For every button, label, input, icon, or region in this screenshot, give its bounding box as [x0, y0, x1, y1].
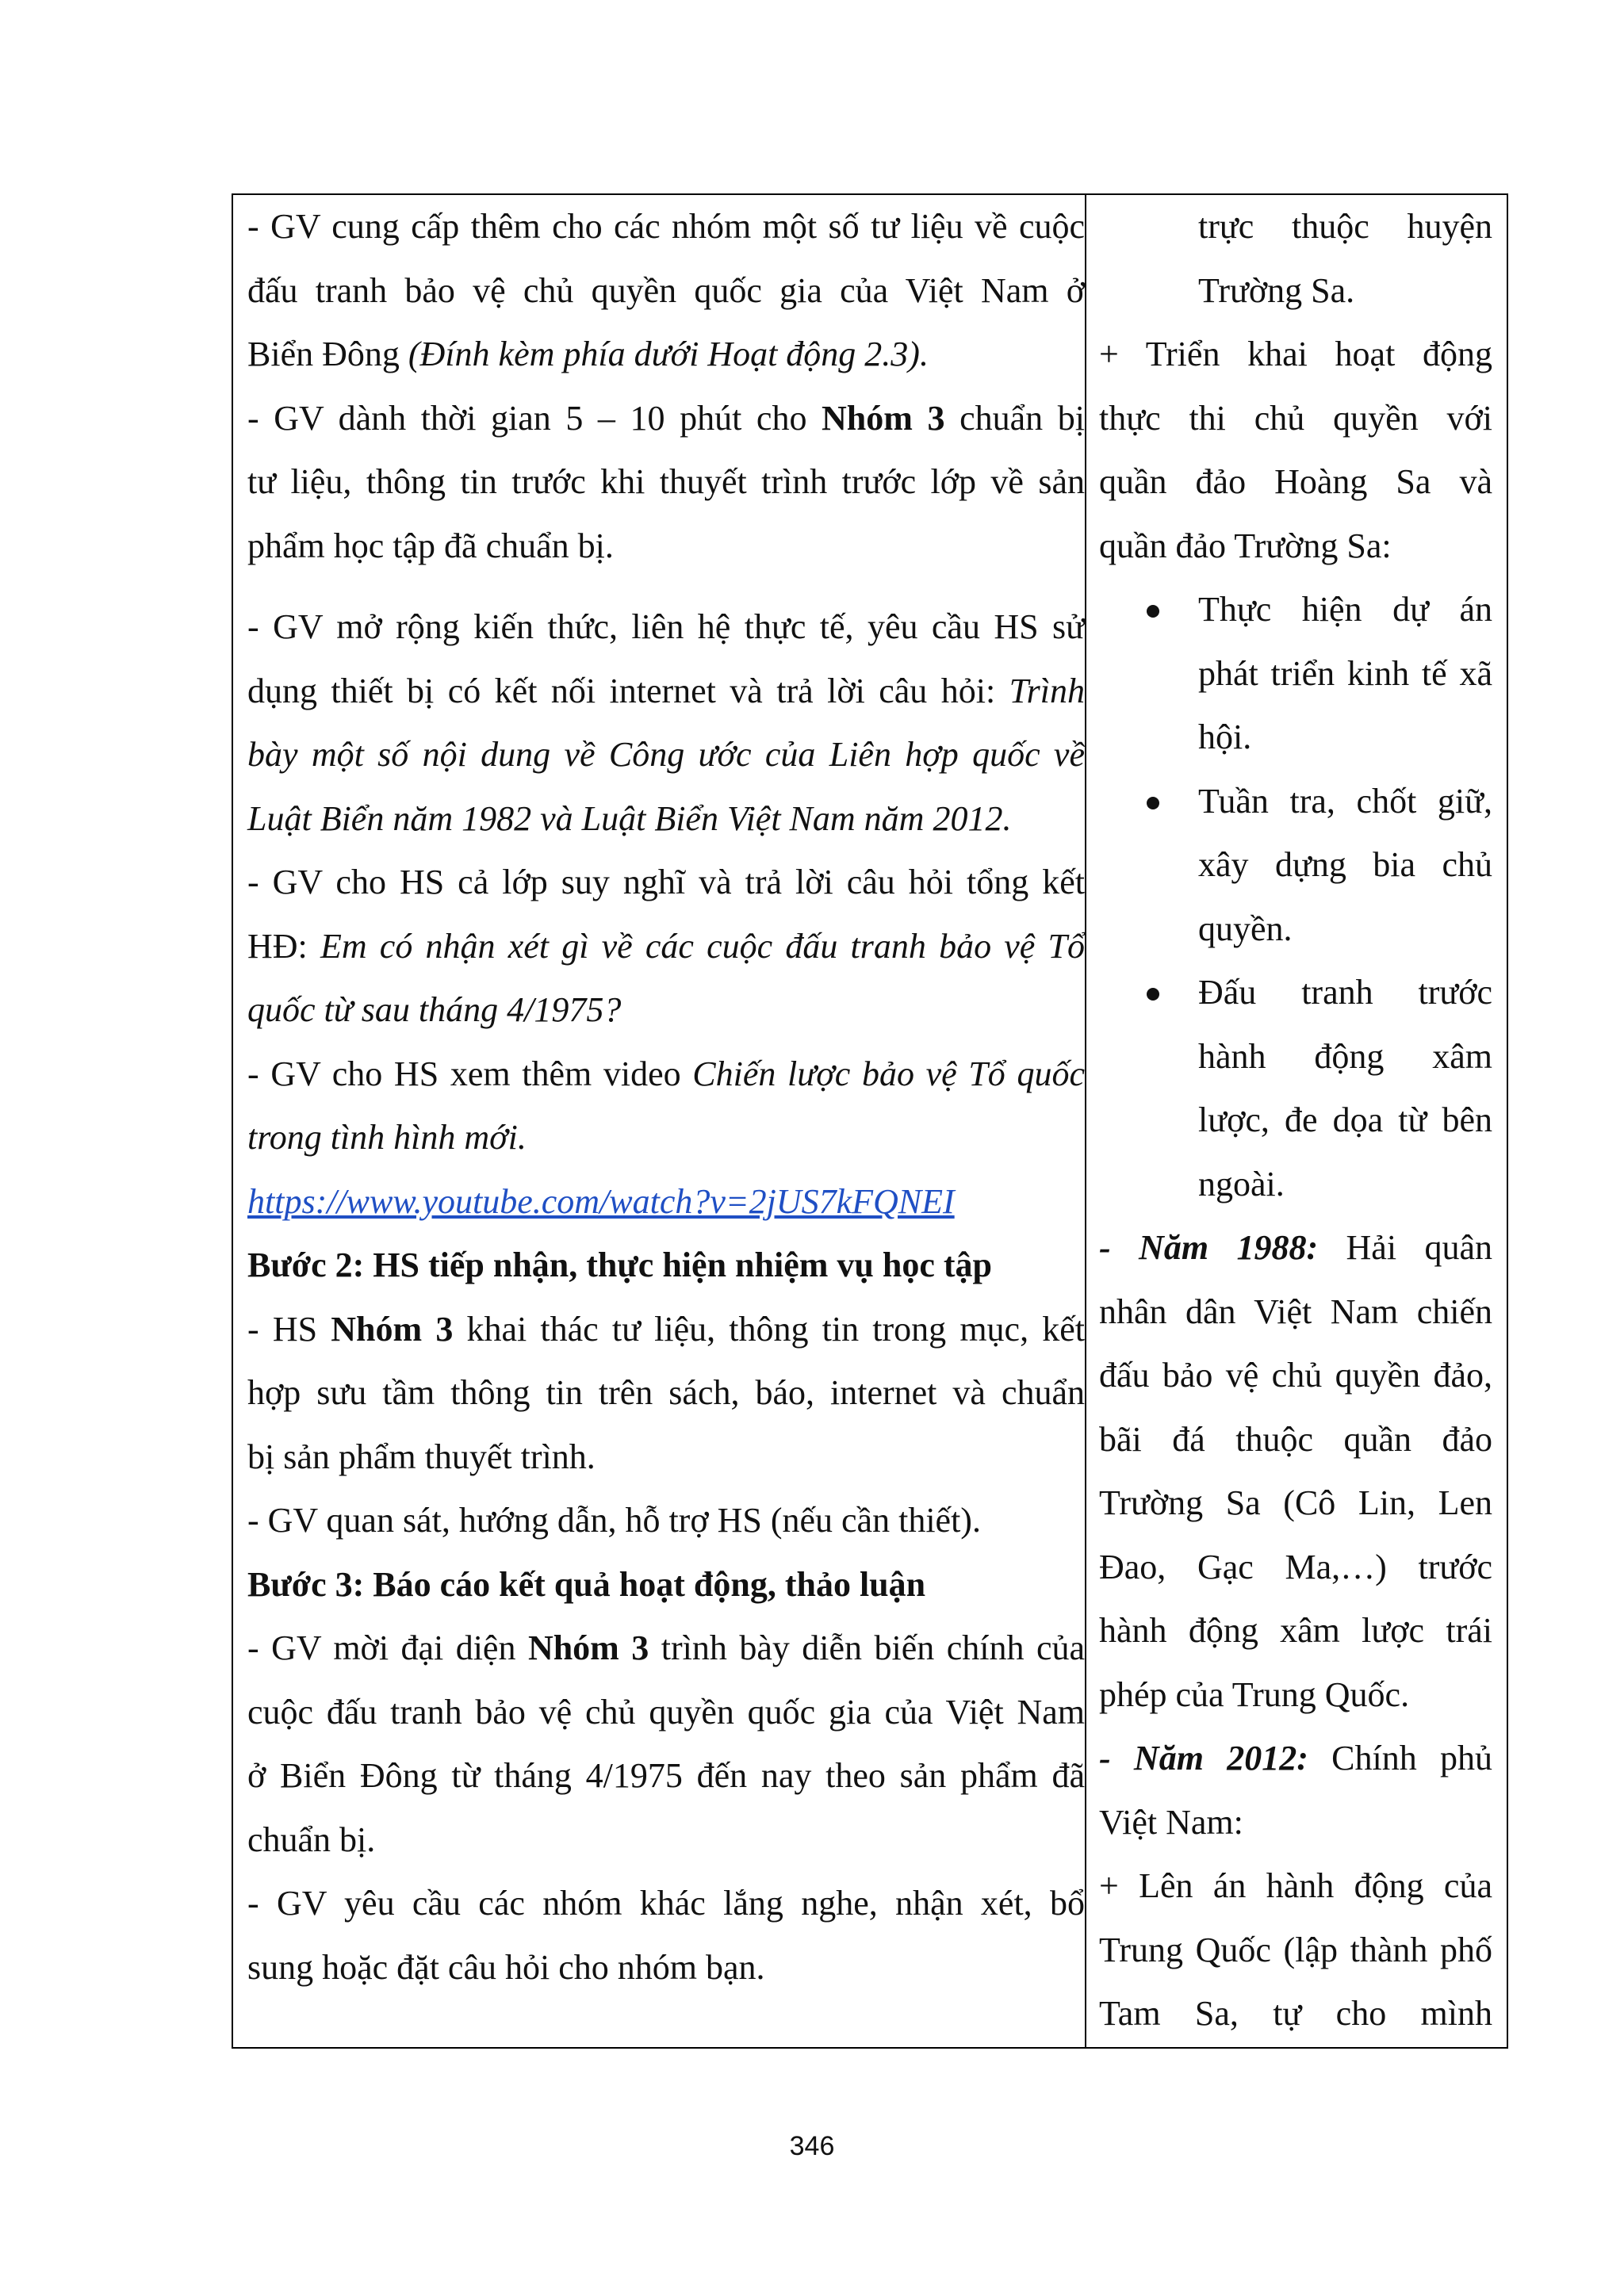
text-line: dụng thiết bị có kết nối internet và trả lời câu hỏi: Trình — [247, 671, 1085, 710]
text-line: - Năm 1988: Hải quân — [1099, 1228, 1492, 1267]
teacher-activity-column — [233, 195, 1086, 2047]
text-line: hợp sưu tầm thông tin trên sách, báo, internet và chuẩn — [247, 1373, 1085, 1412]
text-line: Trung Quốc (lập thành phố — [1099, 1930, 1492, 1969]
text-line: sung hoặc đặt câu hỏi cho nhóm bạn. — [247, 1947, 765, 1987]
text-line: hành động xâm — [1198, 1036, 1492, 1076]
text-line: bãi đá thuộc quần đảo — [1099, 1419, 1492, 1459]
expected-result-column — [1086, 195, 1507, 2047]
text-line: Trường Sa (Cô Lin, Len — [1099, 1483, 1492, 1522]
text-line: hành động xâm lược trái — [1099, 1611, 1492, 1650]
text-line: phép của Trung Quốc. — [1099, 1674, 1410, 1714]
bullet-item: Tuần tra, chốt giữ, — [1099, 770, 1492, 834]
text-line: Luật Biển năm 1982 và Luật Biển Việt Nam năm 2012. — [247, 798, 1012, 838]
text-line: Tam Sa, tự cho mình — [1099, 1994, 1492, 2033]
group-label: Nhóm 3 — [822, 398, 945, 438]
text-line: bày một số nội dung về Công ước của Liên hợp quốc về — [247, 735, 1085, 774]
step-3-heading: Bước 3: Báo cáo kết quả hoạt động, thảo luận — [247, 1564, 926, 1604]
year-label: - Năm 1988: — [1099, 1228, 1319, 1267]
text-line: - GV mở rộng kiến thức, liên hệ thực tế, yêu cầu HS sử — [247, 607, 1085, 646]
text-line: cuộc đấu tranh bảo vệ chủ quyền quốc gia của Việt Nam — [247, 1692, 1085, 1732]
video-title: Chiến lược bảo vệ Tổ quốc — [692, 1054, 1085, 1093]
text-line: + Lên án hành động của — [1099, 1866, 1492, 1905]
lesson-table — [232, 193, 1508, 2049]
text-line: đấu bảo vệ chủ quyền đảo, — [1099, 1356, 1492, 1395]
text-line: trực thuộc huyện — [1198, 207, 1492, 246]
text-line: trong tình hình mới. — [247, 1118, 527, 1157]
text-line: chuẩn bị. — [247, 1820, 376, 1859]
year-label: - Năm 2012: — [1099, 1739, 1308, 1777]
text-line: tư liệu, thông tin trước khi thuyết trình trước lớp về sản — [247, 462, 1085, 501]
italic-note: (Đính kèm phía dưới Hoạt động 2.3). — [408, 335, 929, 373]
text-line: phát triển kinh tế xã — [1198, 653, 1492, 693]
page-number: 346 — [789, 2131, 835, 2161]
bullet-item: Đấu tranh trước — [1099, 961, 1492, 1025]
text-line: - Năm 2012: Chính phủ — [1099, 1739, 1492, 1777]
text-line: - GV quan sát, hướng dẫn, hỗ trợ HS (nếu cần thiết). — [247, 1501, 981, 1540]
text-line: - GV cho HS cả lớp suy nghĩ và trả lời câu hỏi tổng kết — [247, 863, 1085, 901]
text-line: quần đảo Hoàng Sa và — [1099, 462, 1492, 501]
step-2-heading: Bước 2: HS tiếp nhận, thực hiện nhiệm vụ học tập — [247, 1246, 992, 1284]
text-line: nhân dân Việt Nam chiến — [1099, 1292, 1492, 1331]
text-line: - GV yêu cầu các nhóm khác lắng nghe, nhận xét, bổ — [247, 1884, 1085, 1923]
text-line: - GV mời đại diện Nhóm 3 trình bày diễn biến chính của — [247, 1628, 1085, 1667]
text-line: Việt Nam: — [1099, 1802, 1243, 1842]
bullet-icon — [1147, 988, 1159, 1001]
text-line: HĐ: Em có nhận xét gì về các cuộc đấu tranh bảo vệ Tổ — [247, 926, 1085, 966]
bullet-icon — [1147, 605, 1159, 618]
text-line: đấu tranh bảo vệ chủ quyền quốc gia của Việt Nam ở — [247, 270, 1085, 310]
text-line — [247, 1170, 1085, 1234]
text-line: + Triển khai hoạt động — [1099, 335, 1492, 373]
text-line: ngoài. — [1198, 1164, 1285, 1203]
text-line: ở Biển Đông từ tháng 4/1975 đến nay theo sản phẩm đã — [247, 1756, 1085, 1795]
text-line: - GV cung cấp thêm cho các nhóm một số tư liệu về cuộc — [247, 207, 1085, 246]
text-line: - GV dành thời gian 5 – 10 phút cho Nhóm 3 chuẩn bị — [247, 398, 1085, 438]
question-text: Em có nhận xét gì về các cuộc đấu tranh bảo vệ Tổ — [320, 926, 1085, 966]
text-line: quyền. — [1198, 909, 1293, 948]
text-line: quần đảo Trường Sa: — [1099, 526, 1392, 565]
bullet-icon — [1147, 797, 1159, 809]
text-line: quốc từ sau tháng 4/1975? — [247, 990, 622, 1029]
video-link[interactable]: https://www.youtube.com/watch?v=2jUS7kFQNEI — [247, 1181, 955, 1221]
bullet-item: Thực hiện dự án — [1099, 578, 1492, 642]
text-line: xây dựng bia chủ — [1198, 845, 1492, 884]
text-line: Biển Đông (Đính kèm phía dưới Hoạt động 2.3). — [247, 335, 929, 373]
text-line: - GV cho HS xem thêm video Chiến lược bảo vệ Tổ quốc — [247, 1054, 1085, 1093]
text-line: Đao, Gạc Ma,…) trước — [1099, 1547, 1492, 1586]
text-line: hội. — [1198, 718, 1252, 756]
text-line: phẩm học tập đã chuẩn bị. — [247, 526, 614, 565]
text-line: bị sản phẩm thuyết trình. — [247, 1437, 596, 1476]
text-line: thực thi chủ quyền với — [1099, 398, 1492, 438]
text-line: Trường Sa. — [1198, 270, 1355, 310]
text-line: lược, đe dọa từ bên — [1198, 1100, 1492, 1139]
text-line: - HS Nhóm 3 khai thác tư liệu, thông tin trong mục, kết — [247, 1309, 1085, 1349]
